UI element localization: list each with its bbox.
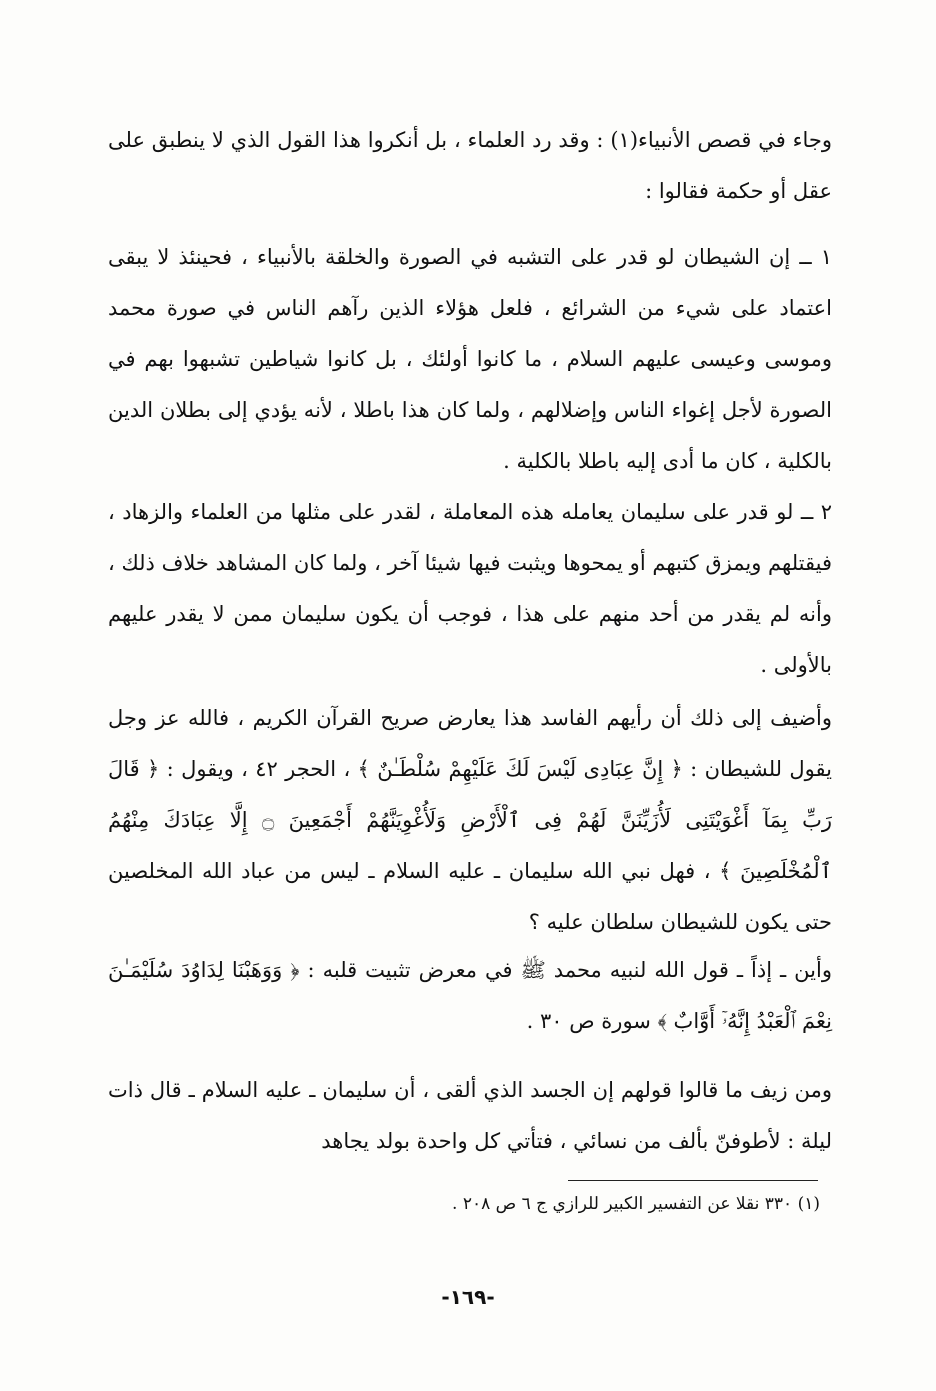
footnote-divider [568,1180,818,1181]
quran-argument-text: وأضيف إلى ذلك أن رأيهم الفاسد هذا يعارض صريح القرآن الكريم ، فالله عز وجل يقول للشيطان : ﴿ إِنَّ عِبَادِى لَيْسَ لَكَ عَلَيْهِمْ سُلْطَـٰنٌ ﴾ ، الحجر ٤٢ ، ويقول : ﴿ قَالَ رَبِّ بِمَآ أَغْوَيْتَنِى لَأُزَيِّنَنَّ لَهُمْ فِى ٱلْأَرْضِ وَلَأُغْوِيَنَّهُمْ أَجْمَعِينَ ۝ إِلَّا عِبَادَكَ مِنْهُمُ ٱلْمُخْلَصِينَ ﴾ ، فهل نبي الله سليمان ـ عليه السلام ـ ليس من عباد الله المخلصين حتى يكون للشيطان سلطان عليه ؟ [108,706,832,934]
intro-paragraph [108,115,832,217]
list-item-1-text: ١ ــ إن الشيطان لو قدر على التشبه في الصورة والخلقة بالأنبياء ، فحينئذ لا يبقى اعتماد على شيء من الشرائع ، فلعل هؤلاء الذين رآهم الناس في صورة محمد وموسى وعيسى عليهم السلام ، ما كانوا أولئك ، بل كانوا شياطين تشبهوا بهم في الصورة لأجل إغواء الناس وإضلالهم ، ولما كان هذا باطلا ، لأنه يؤدي إلى بطلان الدين بالكلية ، كان ما أدى إليه باطلا بالكلية . [108,245,832,473]
page-number: -١٦٩- [441,1285,495,1309]
sulaiman-verse-paragraph [108,945,832,1047]
sulaiman-verse-text: وأين ـ إذاً ـ قول الله لنبيه محمد ﷺ في معرض تثبيت قلبه : ﴿ وَوَهَبْنَا لِدَاوُدَ سُلَيْمَـٰنَ نِعْمَ ٱلْعَبْدُ إِنَّهُۥٓ أَوَّابٌ ﴾ سورة ص ٣٠ . [108,958,832,1033]
body-paragraph-5-text: ومن زيف ما قالوا قولهم إن الجسد الذي ألقى ، أن سليمان ـ عليه السلام ـ قال ذات ليلة : لأطوفنّ بألف من نسائي ، فتأتي كل واحدة بولد يجاهد [108,1078,832,1153]
list-item-2-text: ٢ ــ لو قدر على سليمان يعامله هذه المعاملة ، لقدر على مثلها من العلماء والزهاد ، فيقتلهم ويمزق كتبهم أو يمحوها ويثبت فيها شيئا آخر ، ولما كان المشاهد خلاف ذلك ، وأنه لم يقدر من أحد منهم على هذا ، فوجب أن يكون سليمان ممن لا يقدر عليهم بالأولى . [108,500,832,677]
list-item-1 [108,232,832,487]
body-paragraph-5 [108,1065,832,1167]
intro-text: وجاء في قصص الأنبياء(١) : وقد رد العلماء ، بل أنكروا هذا القول الذي لا ينطبق على عقل أو حكمة فقالوا : [108,128,832,203]
list-item-2 [108,487,832,691]
quran-argument-paragraph [108,693,832,948]
footnote: (١) ٣٣٠ نقلا عن التفسير الكبير للرازي ج ٦ ص ٢٠٨ . [452,1194,820,1214]
